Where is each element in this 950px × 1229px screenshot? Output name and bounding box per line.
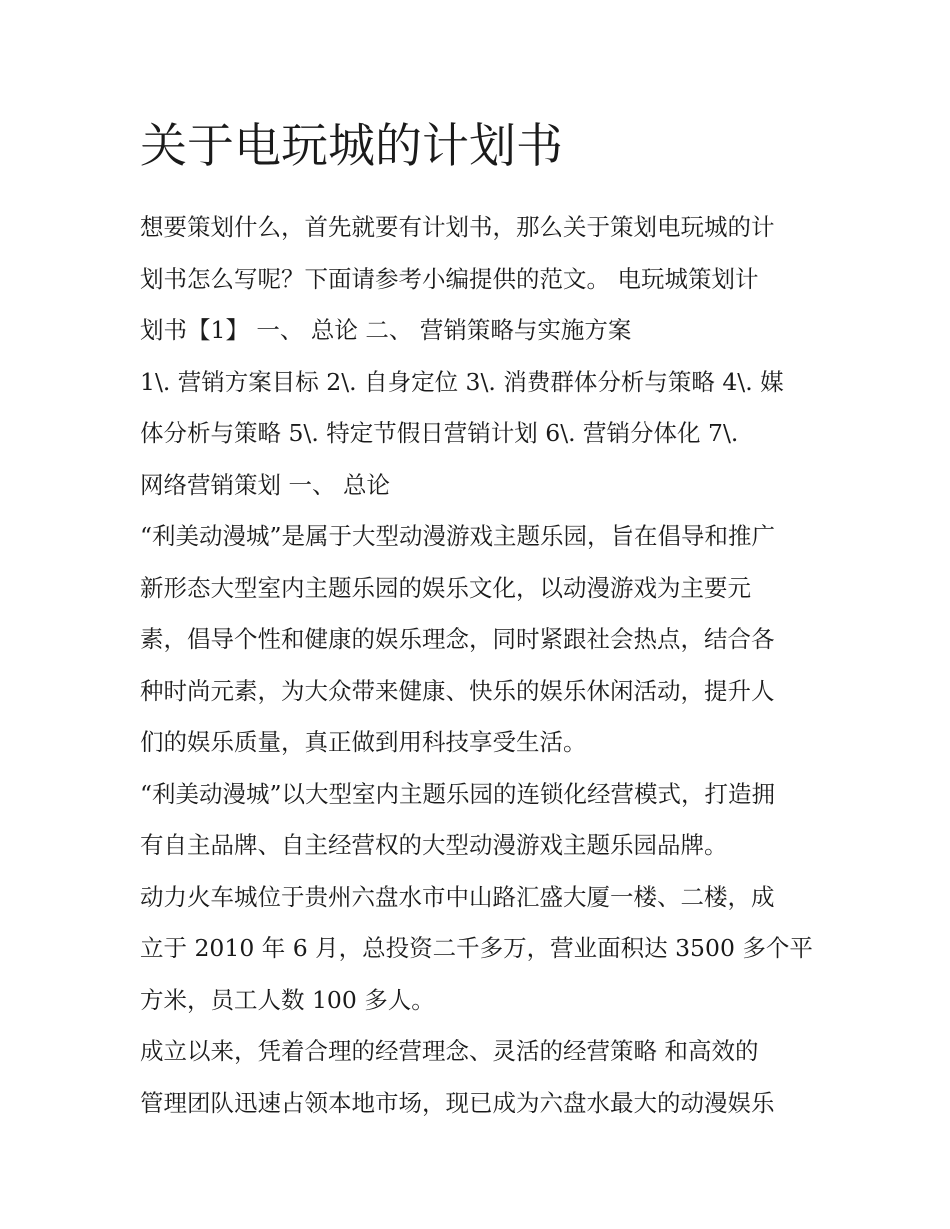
paragraph (140, 1026, 815, 1129)
paragraph (140, 357, 815, 512)
text-line: 立于 2010 年 6 月，总投资二千多万，营业面积达 3500 多个平 (140, 934, 813, 962)
text-line: 管理团队迅速占领本地市场，现已成为六盘水最大的动漫娱乐 (140, 1088, 775, 1117)
paragraph (140, 202, 815, 357)
text-line: 新形态大型室内主题乐园的娱乐文化，以动漫游戏为主要元 (140, 573, 751, 602)
text-line: 有自主品牌、自主经营权的大型动漫游戏主题乐园品牌。 (140, 831, 728, 859)
text-line: 划书怎么写呢？下面请参考小编提供的范文。 电玩城策划计 (140, 264, 759, 293)
text-line: “利美动漫城”是属于大型动漫游戏主题乐园，旨在倡导和推广 (140, 522, 776, 550)
text-line: “利美动漫城”以大型室内主题乐园的连锁化经营模式，打造拥 (140, 779, 776, 808)
paragraph (140, 511, 815, 769)
text-line: 体分析与策略 5\. 特定节假日营销计划 6\. 营销分体化 7\. (140, 419, 739, 447)
document-body (140, 202, 815, 1129)
document-page (140, 112, 815, 1129)
text-line: 想要策划什么，首先就要有计划书，那么关于策划电玩城的计 (140, 213, 775, 241)
text-line: 网络营销策划 一、 总论 (140, 470, 390, 499)
text-line: 们的娱乐质量，真正做到用科技享受生活。 (140, 728, 587, 756)
text-line: 动力火车城位于贵州六盘水市中山路汇盛大厦一楼、二楼，成 (140, 882, 775, 911)
text-line: 1\. 营销方案目标 2\. 自身定位 3\. 消费群体分析与策略 4\. 媒 (140, 367, 784, 396)
document-title: 关于电玩城的计划书 (140, 119, 563, 174)
paragraph (140, 872, 815, 1027)
text-line: 方米，员工人数 100 多人。 (140, 985, 435, 1014)
text-line: 划书【1】 一、 总论 二、 营销策略与实施方案 (140, 316, 632, 344)
paragraph (140, 769, 815, 872)
text-line: 成立以来，凭着合理的经营理念、灵活的经营策略 和高效的 (140, 1037, 759, 1065)
text-line: 种时尚元素，为大众带来健康、快乐的娱乐休闲活动，提升人 (140, 676, 775, 705)
text-line: 素，倡导个性和健康的娱乐理念，同时紧跟社会热点，结合各 (140, 625, 775, 653)
